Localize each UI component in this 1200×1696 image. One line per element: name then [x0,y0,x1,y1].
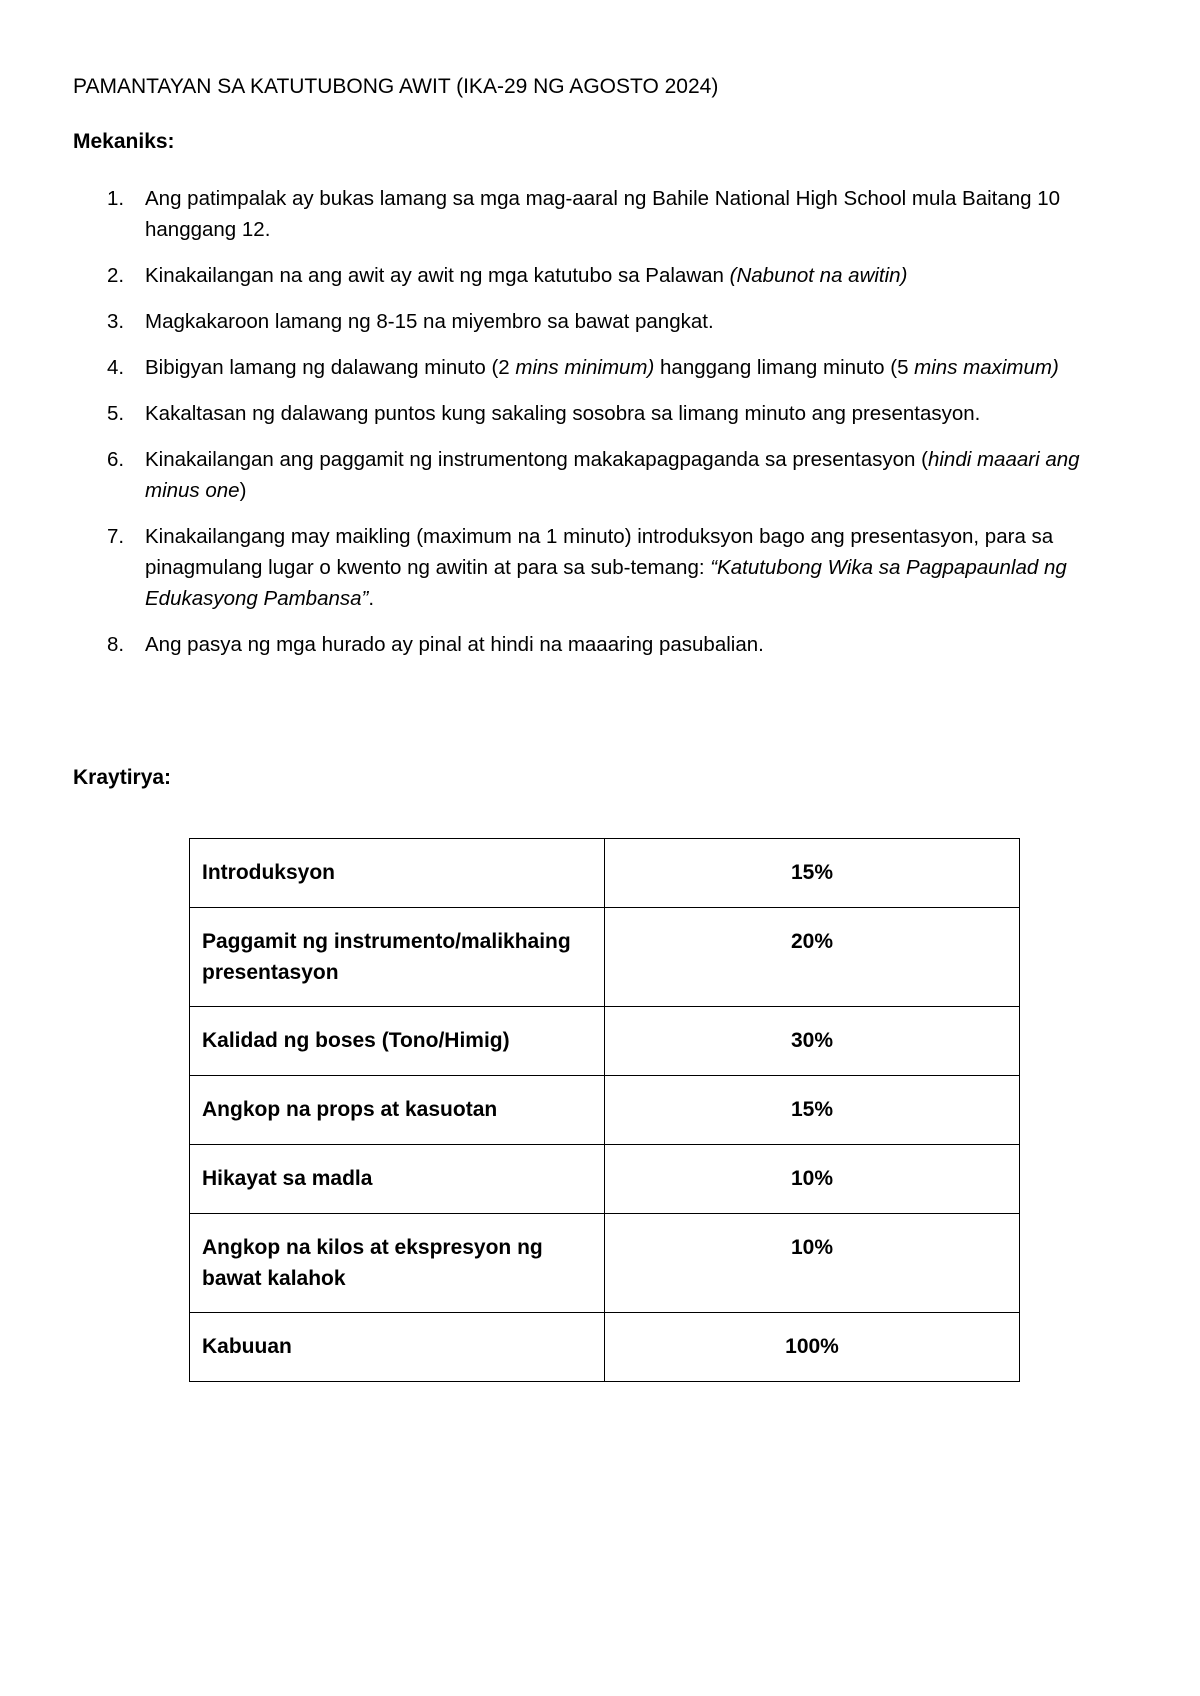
table-row [190,908,1020,1007]
rule-text: ) [239,479,247,502]
rule-number: 2. [107,264,125,287]
rule-item [73,352,1133,383]
rule-number: 8. [107,633,125,656]
rule-number: 6. [107,448,125,471]
table-row [190,1007,1020,1076]
rule-text: Kinakailangan ang paggamit ng instrumentong makakapagpaganda sa presentasyon ( [145,448,928,471]
criteria-table [189,838,1020,1382]
rule-item [73,398,1133,429]
criteria-percent: 10% [605,1214,1020,1313]
rule-text: Kinakailangan na ang awit ay awit ng mga katutubo sa Palawan [145,264,730,287]
rule-number: 4. [107,356,125,379]
rule-text-italic: (Nabunot na awitin) [729,264,908,287]
table-row [190,1214,1020,1313]
rule-text-italic: hindi maaari ang minus one [145,448,1080,502]
rule-item [73,260,1133,291]
criteria-percent: 100% [605,1313,1020,1382]
rule-text: Bibigyan lamang ng dalawang minuto (2 [145,356,516,379]
mekaniks-heading: Mekaniks: [73,130,175,153]
rule-item [73,521,1133,614]
rule-text: hanggang limang minuto (5 [654,356,915,379]
rule-text-italic: “Katutubong Wika sa Pagpapaunlad ng Edukasyong Pambansa” [145,556,1067,610]
rule-number: 1. [107,187,125,210]
table-row [190,1313,1020,1382]
table-row [190,1076,1020,1145]
rule-item [73,629,1133,660]
criteria-percent: 10% [605,1145,1020,1214]
criteria-label: Kalidad ng boses (Tono/Himig) [190,1007,605,1076]
rule-item [73,183,1133,245]
rule-number: 5. [107,402,125,425]
rule-text: Kakaltasan ng dalawang puntos kung sakaling sosobra sa limang minuto ang presentasyon. [145,402,981,425]
criteria-label: Hikayat sa madla [190,1145,605,1214]
criteria-label: Angkop na kilos at ekspresyon ng bawat kalahok [190,1214,605,1313]
kraytirya-heading: Kraytirya: [73,766,172,789]
criteria-percent: 15% [605,1076,1020,1145]
document-title: PAMANTAYAN SA KATUTUBONG AWIT (IKA-29 NG AGOSTO 2024) [73,75,719,98]
rule-text: Kinakailangang may maikling (maximum na 1 minuto) introduksyon bago ang presentasyon, para sa pinagmulang lugar o kwento ng awitin at para sa sub-temang: [145,525,1054,579]
rules-list [73,183,1133,675]
rule-text-italic: mins maximum) [914,356,1059,379]
criteria-percent: 20% [605,908,1020,1007]
criteria-percent: 15% [605,839,1020,908]
criteria-label: Paggamit ng instrumento/malikhaing presentasyon [190,908,605,1007]
rule-text: Magkakaroon lamang ng 8-15 na miyembro sa bawat pangkat. [145,310,714,333]
criteria-label: Introduksyon [190,839,605,908]
criteria-percent: 30% [605,1007,1020,1076]
rule-item [73,444,1133,506]
rule-number: 3. [107,310,125,333]
table-row [190,1145,1020,1214]
rule-text-italic: mins minimum) [515,356,655,379]
criteria-label: Kabuuan [190,1313,605,1382]
rule-number: 7. [107,525,125,548]
table-row [190,839,1020,908]
rule-text: Ang patimpalak ay bukas lamang sa mga mag-aaral ng Bahile National High School mula Baitang 10 hanggang 12. [145,187,1061,241]
rule-text: Ang pasya ng mga hurado ay pinal at hindi na maaaring pasubalian. [145,633,764,656]
criteria-label: Angkop na props at kasuotan [190,1076,605,1145]
rule-text: . [368,587,375,610]
rule-item [73,306,1133,337]
